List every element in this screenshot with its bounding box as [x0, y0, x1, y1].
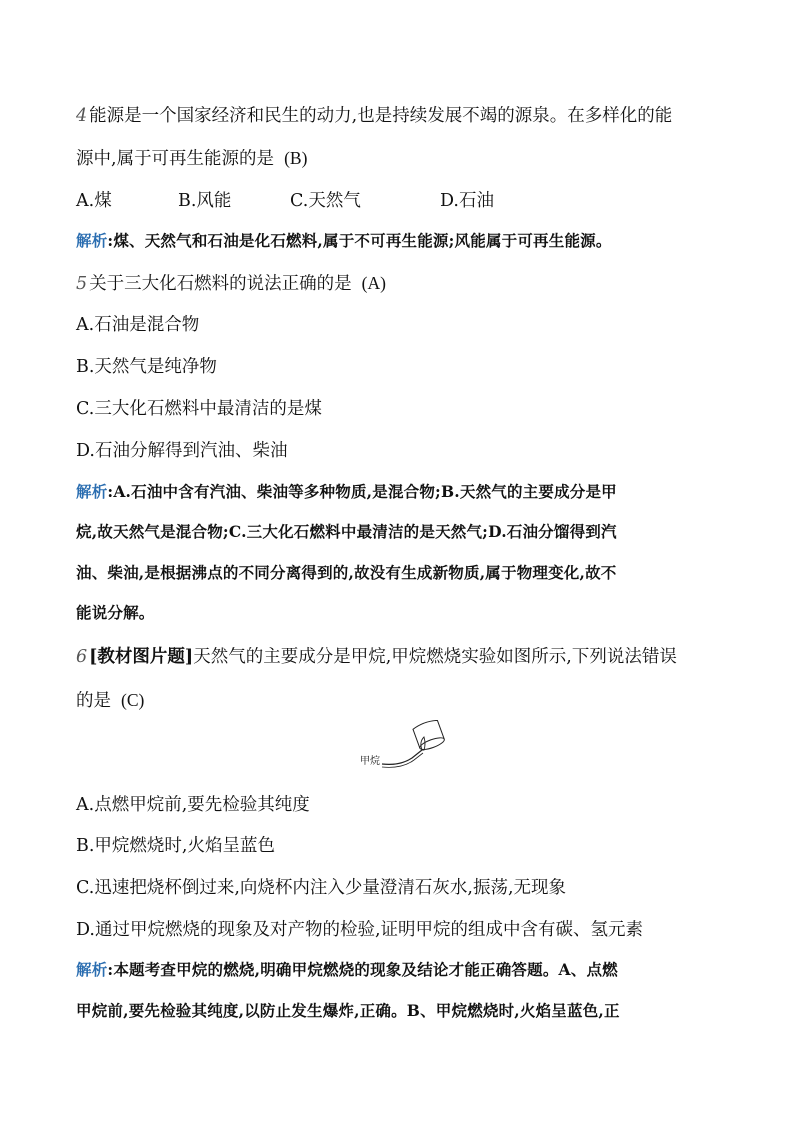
- q5-option-a: A.石油是混合物: [76, 315, 200, 335]
- q6-stem-line-2: [76, 688, 144, 713]
- q5-stem: [76, 271, 386, 296]
- q6-number: 6: [76, 647, 88, 667]
- q4-option-a: A.煤: [76, 191, 112, 211]
- q4-stem-text-2: 源中,属于可再生能源的是: [76, 149, 275, 169]
- q6-tag: [教材图片题]: [89, 647, 194, 667]
- gas-tube-edge: [382, 753, 423, 767]
- q4-stem-line-1: [76, 104, 672, 128]
- q6-analysis-text-1: :本题考查甲烷的燃烧,明确甲烷燃烧的现象及结论才能正确答题。A、点燃: [107, 960, 618, 979]
- q4-option-c: C.天然气: [290, 191, 361, 211]
- beaker-flame-drawing: [360, 720, 460, 780]
- q5-analysis-label: 解析: [76, 482, 108, 501]
- q5-option-b: B.天然气是纯净物: [76, 357, 217, 377]
- figure-label: 甲烷: [360, 756, 380, 767]
- methane-burning-figure: [360, 720, 460, 780]
- q6-option-a: A.点燃甲烷前,要先检验其纯度: [76, 795, 310, 815]
- q6-analysis-line-2: 甲烷前,要先检验其纯度,以防止发生爆炸,正确。B、甲烷燃烧时,火焰呈蓝色,正: [76, 1001, 620, 1020]
- q4-option-d: D.石油: [440, 191, 494, 211]
- q6-stem-line-1: [76, 645, 677, 669]
- q5-option-d: D.石油分解得到汽油、柴油: [76, 441, 288, 461]
- q4-option-b: B.风能: [178, 191, 232, 211]
- q4-stem-text-1: 能源是一个国家经济和民生的动力,也是持续发展不竭的源泉。在多样化的能: [89, 106, 673, 126]
- q5-analysis-text-1: :A.石油中含有汽油、柴油等多种物质,是混合物;B.天然气的主要成分是甲: [107, 482, 617, 501]
- q4-analysis-label: 解析: [76, 231, 108, 250]
- q6-option-d: D.通过甲烷燃烧的现象及对产物的检验,证明甲烷的组成中含有碳、氢元素: [76, 920, 644, 940]
- q6-stem-text-2: 的是: [76, 691, 111, 711]
- q6-analysis-label: 解析: [76, 960, 108, 979]
- q5-option-c: C.三大化石燃料中最清洁的是煤: [76, 399, 322, 419]
- q6-option-c: C.迅速把烧杯倒过来,向烧杯内注入少量澄清石灰水,振荡,无现象: [76, 878, 567, 898]
- inverted-beaker: [412, 720, 445, 752]
- q6-stem-text-1: 天然气的主要成分是甲烷,甲烷燃烧实验如图所示,下列说法错误: [193, 647, 677, 667]
- q6-answer: (C): [121, 690, 145, 710]
- q4-analysis: [76, 229, 716, 253]
- q5-answer: (A): [361, 273, 386, 293]
- gas-tube: [382, 750, 422, 764]
- q4-number: 4: [76, 106, 88, 126]
- q5-analysis-line-4: 能说分解。: [76, 603, 155, 622]
- q5-analysis-line-3: 油、柴油,是根据沸点的不同分离得到的,故没有生成新物质,属于物理变化,故不: [76, 563, 617, 582]
- q6-option-b: B.甲烷燃烧时,火焰呈蓝色: [76, 836, 275, 856]
- q5-analysis-line-2: 烷,故天然气是混合物;C.三大化石燃料中最清洁的是天然气;D.石油分馏得到汽: [76, 522, 617, 541]
- q4-analysis-text: :煤、天然气和石油是化石燃料,属于不可再生能源;风能属于可再生能源。: [107, 231, 612, 250]
- q4-answer: (B): [284, 148, 308, 168]
- q5-stem-text: 关于三大化石燃料的说法正确的是: [89, 274, 352, 294]
- q5-analysis-line-1: [76, 480, 716, 504]
- q5-number: 5: [76, 274, 88, 294]
- q6-analysis-line-1: [76, 958, 716, 982]
- q4-stem-line-2: [76, 146, 307, 171]
